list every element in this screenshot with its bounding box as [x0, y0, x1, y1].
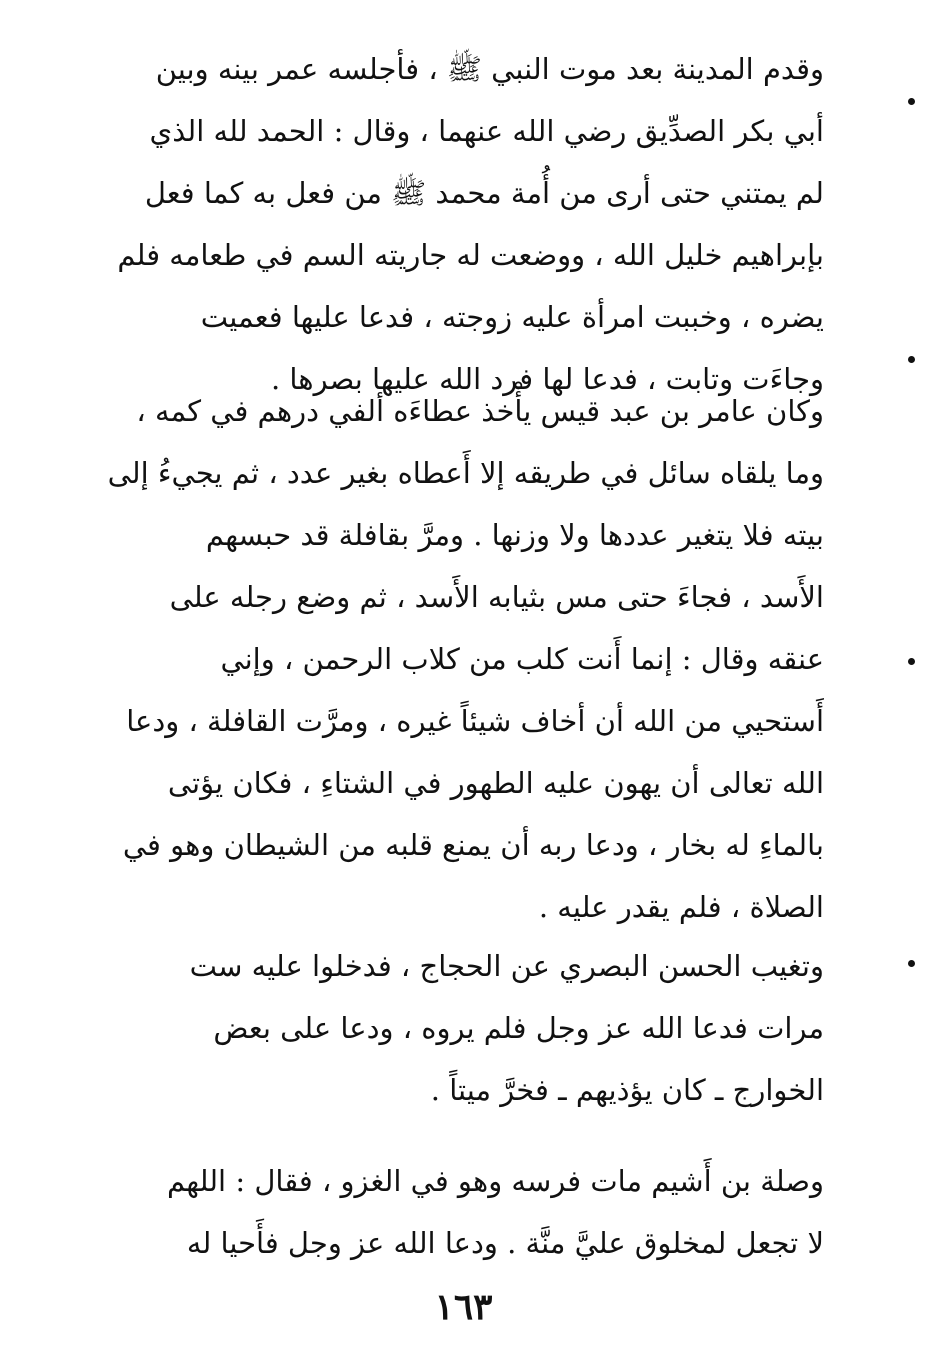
text-line: بالماءِ له بخار ، ودعا ربه أن يمنع قلبه من الشيطان وهو في — [122, 828, 824, 862]
text-line: الخوارج ـ كان يؤذيهم ـ فخرَّ ميتاً . — [430, 1073, 824, 1107]
text-line: لم يمتني حتى أرى من أُمة محمد ﷺ من فعل به كما فعل — [144, 176, 824, 210]
text-line: وكان عامر بن عبد قيس يأْخذ عطاءَه ألفي درهم في كمه ، — [136, 394, 824, 428]
text-line: الأَسد ، فجاءَ حتى مس بثيابه الأَسد ، ثم وضع رجله على — [169, 580, 824, 614]
text-line: عنقه وقال : إنما أَنت كلب من كلاب الرحمن ، وإني — [220, 642, 824, 676]
text-line: أبي بكر الصدِّيق رضي الله عنهما ، وقال : الحمد لله الذي — [149, 114, 824, 148]
text-line: يضره ، وخببت امرأة عليه زوجته ، فدعا عليها فعميت — [200, 300, 824, 334]
text-line: بيته فلا يتغير عددها ولا وزنها . ومرَّ بقافلة قد حبسهم — [205, 518, 824, 552]
paragraph — [72, 1150, 824, 1274]
text-line: مرات فدعا الله عز وجل فلم يروه ، ودعا على بعض — [213, 1011, 824, 1045]
margin-mark — [908, 98, 915, 105]
page-number: ١٦٣ — [434, 1286, 493, 1328]
text-line: وقدم المدينة بعد موت النبي ﷺ ، فأجلسه عمر بينه وبين — [155, 52, 824, 86]
text-line: بإبراهيم خليل الله ، ووضعت له جاريته السم في طعامه فلم — [117, 238, 824, 272]
margin-mark — [908, 356, 915, 363]
text-line: وجاءَت وتابت ، فدعا لها فرد الله عليها بصرها . — [271, 362, 824, 396]
paragraph — [72, 935, 824, 1121]
text-line: وتغيب الحسن البصري عن الحجاج ، فدخلوا عليه ست — [189, 949, 824, 983]
margin-mark — [908, 960, 915, 967]
margin-mark — [908, 658, 915, 665]
paragraph — [72, 38, 824, 410]
paragraph — [72, 380, 824, 938]
text-line: الله تعالى أن يهون عليه الطهور في الشتاءِ ، فكان يؤتى — [167, 766, 824, 800]
text-line: أَستحيي من الله أن أخاف شيئاً غيره ، ومرَّت القافلة ، ودعا — [126, 704, 824, 738]
text-line: الصلاة ، فلم يقدر عليه . — [538, 890, 824, 924]
text-line: لا تجعل لمخلوق عليَّ منَّة . ودعا الله عز وجل فأَحيا له — [186, 1226, 824, 1260]
text-line: وصلة بن أَشيم مات فرسه وهو في الغزو ، فقال : اللهم — [166, 1164, 824, 1198]
text-line: وما يلقاه سائل في طريقه إلا أَعطاه بغير عدد ، ثم يجيءُ إلى — [107, 456, 824, 490]
